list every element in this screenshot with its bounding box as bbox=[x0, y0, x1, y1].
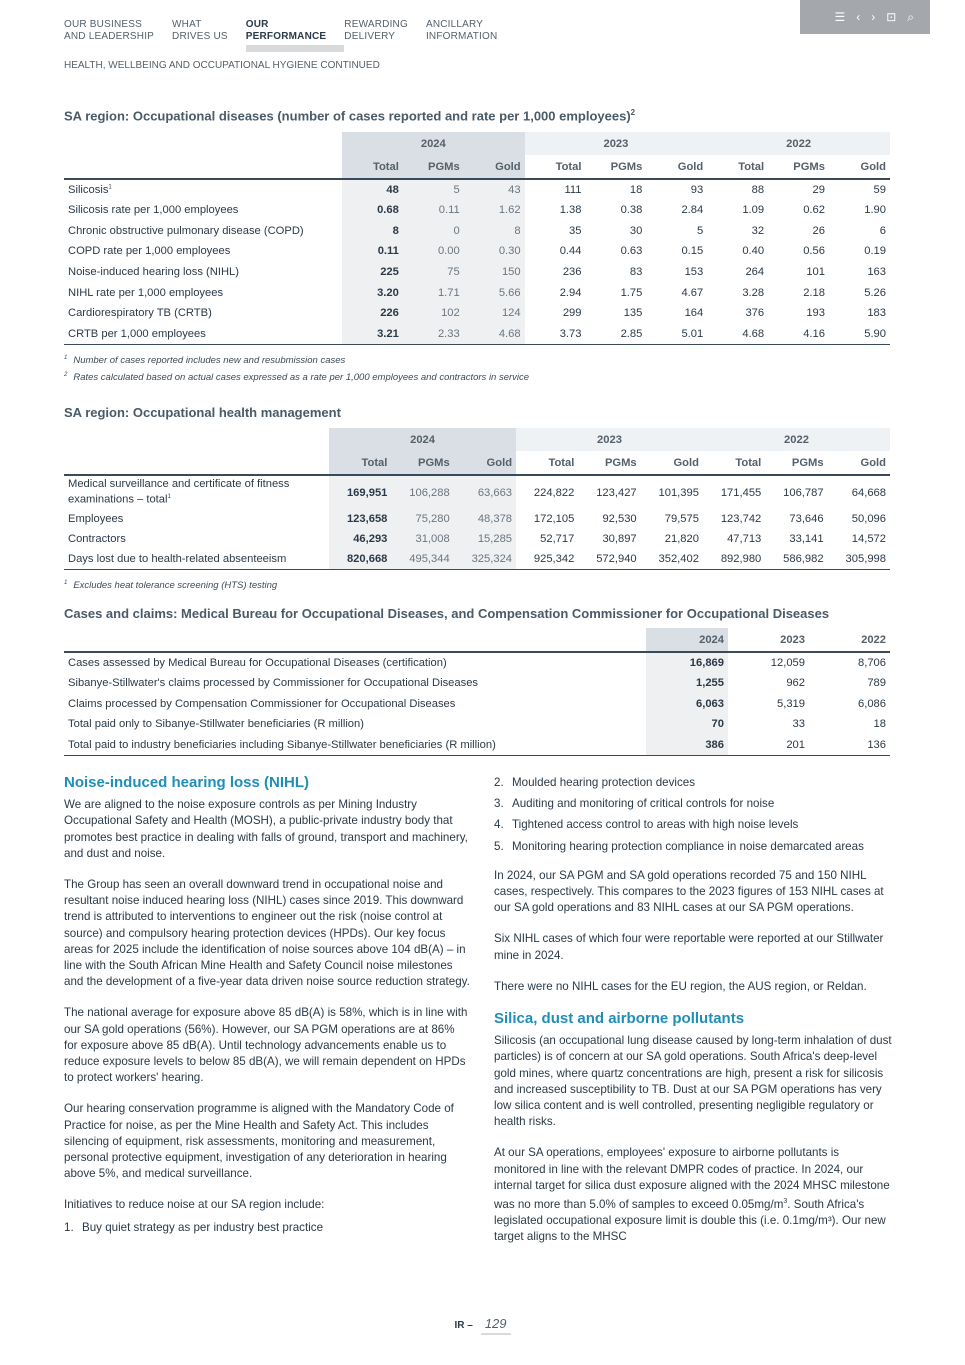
column-header: Gold bbox=[464, 155, 525, 179]
table-cell: 201 bbox=[728, 735, 809, 756]
table-cell: 892,980 bbox=[703, 549, 765, 569]
health-management-table bbox=[64, 428, 890, 570]
year-2022: 2022 bbox=[703, 428, 890, 451]
table-row bbox=[64, 241, 890, 262]
table-cell: 35 bbox=[569, 224, 582, 237]
year-2022: 2022 bbox=[809, 628, 890, 652]
row-label: Sibanye-Stillwater's claims processed by Commissioner for Occupational Diseases bbox=[68, 677, 479, 690]
next-page-icon[interactable]: › bbox=[871, 10, 876, 24]
table-cell: 0.11 bbox=[403, 200, 464, 221]
table-cell: 376 bbox=[745, 307, 765, 320]
table-cell: 88 bbox=[751, 183, 765, 196]
row-label: Cardiorespiratory TB (CRTB) bbox=[68, 307, 212, 320]
list-item: 4. Tightened access control to areas with high noise levels bbox=[494, 818, 799, 832]
row-label: Cases assessed by Medical Bureau for Occupational Diseases (certification) bbox=[68, 656, 447, 669]
table-cell: 75,280 bbox=[391, 509, 453, 529]
table-cell: 386 bbox=[646, 735, 728, 756]
table-row bbox=[64, 262, 890, 283]
table-cell: 4.16 bbox=[768, 324, 829, 345]
table-row bbox=[64, 324, 890, 345]
nav-our-business[interactable]: OUR BUSINESS AND LEADERSHIP bbox=[64, 19, 155, 42]
table-cell: 0.63 bbox=[620, 245, 643, 258]
table-cell: 0.11 bbox=[342, 241, 403, 262]
column-header: Total bbox=[703, 451, 765, 475]
row-label: NIHL rate per 1,000 employees bbox=[68, 286, 224, 299]
section-subtitle: HEALTH, WELLBEING AND OCCUPATIONAL HYGIENE CONTINUED bbox=[64, 60, 380, 71]
table-cell: 5.26 bbox=[864, 286, 886, 299]
table-cell: 5,319 bbox=[777, 697, 805, 710]
table-cell: 26 bbox=[812, 224, 825, 237]
nav-rewarding-delivery[interactable]: REWARDING DELIVERY bbox=[344, 19, 408, 42]
table-cell: 93 bbox=[690, 183, 704, 196]
table-cell: 102 bbox=[403, 303, 464, 324]
table-cell: 163 bbox=[867, 266, 886, 279]
row-label: Chronic obstructive pulmonary disease (COPD) bbox=[68, 224, 304, 237]
table-cell: 8 bbox=[342, 220, 403, 241]
table-cell: 962 bbox=[786, 677, 805, 690]
table-cell: 150 bbox=[464, 262, 525, 283]
table-cell: 3.28 bbox=[742, 286, 765, 299]
table-cell: 101,395 bbox=[658, 486, 699, 499]
table-row bbox=[64, 509, 890, 529]
row-label: Noise-induced hearing loss (NIHL) bbox=[68, 266, 239, 279]
table-row bbox=[64, 282, 890, 303]
table2-title: SA region: Occupational health management bbox=[64, 405, 341, 420]
table-cell: 2.33 bbox=[403, 324, 464, 345]
table-cell: 225 bbox=[342, 262, 403, 283]
year-2024: 2024 bbox=[342, 132, 525, 155]
row-label: Total paid only to Sibanye-Stillwater beneficiaries (R million) bbox=[68, 718, 364, 731]
table-cell: 3.21 bbox=[342, 324, 403, 345]
column-header: PGMs bbox=[585, 155, 646, 179]
table-cell: 16,869 bbox=[646, 652, 728, 673]
table-cell: 1.62 bbox=[464, 200, 525, 221]
menu-icon[interactable]: ☰ bbox=[834, 10, 846, 24]
table-row bbox=[64, 693, 890, 714]
top-navigation bbox=[64, 19, 515, 43]
table1-footnote-1: $^1$ Number of cases reported includes new and resubmission cases bbox=[64, 355, 346, 367]
table-cell: 14,572 bbox=[851, 533, 886, 545]
table-cell: 1.90 bbox=[864, 204, 886, 217]
table-cell: 169,951 bbox=[329, 475, 391, 509]
paragraph: There were no NIHL cases for the EU region, the AUS region, or Reldan. bbox=[494, 979, 867, 993]
table-cell: 1.09 bbox=[742, 204, 765, 217]
table-row bbox=[64, 529, 890, 549]
list-item: 2. Moulded hearing protection devices bbox=[494, 776, 696, 789]
table-cell: 5.90 bbox=[829, 324, 890, 345]
table-cell: 193 bbox=[806, 307, 825, 320]
row-label: Silicosis rate per 1,000 employees bbox=[68, 204, 239, 217]
table-row bbox=[64, 549, 890, 569]
paragraph: Silicosis (an occupational lung disease caused by long-term inhalation of dust particles) is of concern at our SA gold operations. South Africa's deep-level gold mines, where quartz concentrations are high, present a risk for silicosis and increased susceptibility to TB. Dust at our SA PGM operations has very low silica content and is well controlled, presenting negligible regulatory or health risks. bbox=[494, 1034, 892, 1129]
paragraph: Our hearing conservation programme is aligned with the Mandatory Code of Practice for noise, as per the Mine Health and Safety Act. This includes silencing of equipment, risk assessments, monitoring and measurement, personal protective equipment, investigation of any deterioration in hearing above 5%, and medical surveillance. bbox=[64, 1102, 454, 1181]
table-cell: 0.30 bbox=[464, 241, 525, 262]
nav-our-performance[interactable]: OUR PERFORMANCE bbox=[245, 19, 327, 42]
table-cell: 30,897 bbox=[602, 533, 637, 545]
table-row bbox=[64, 200, 890, 221]
table-cell: 73,646 bbox=[789, 513, 824, 525]
table-cell: 135 bbox=[623, 307, 643, 320]
table-cell: 21,820 bbox=[664, 533, 699, 545]
table-cell: 0.62 bbox=[803, 204, 825, 217]
table-cell: 2.94 bbox=[559, 286, 582, 299]
table-cell: 3.20 bbox=[342, 282, 403, 303]
table-cell: 48 bbox=[342, 179, 403, 200]
column-header: PGMs bbox=[578, 451, 640, 475]
table-cell: 5 bbox=[697, 224, 704, 237]
column-header: Total bbox=[342, 155, 403, 179]
footer-label: IR – bbox=[454, 1320, 473, 1331]
list-item: 1. Buy quiet strategy as per industry best practice bbox=[64, 1220, 324, 1234]
table-cell: 101 bbox=[806, 266, 825, 279]
table-cell: 0.68 bbox=[342, 200, 403, 221]
row-label: Medical surveillance and certificate of fitness examinations – total$^1$ bbox=[68, 478, 290, 506]
table-cell: 0 bbox=[403, 220, 464, 241]
prev-page-icon[interactable]: ‹ bbox=[856, 10, 861, 24]
row-label: COPD rate per 1,000 employees bbox=[68, 245, 231, 258]
table-cell: 0.38 bbox=[620, 204, 643, 217]
table-row bbox=[64, 673, 890, 694]
table-cell: 0.40 bbox=[742, 245, 765, 258]
table-cell: 8 bbox=[464, 220, 525, 241]
row-label: Contractors bbox=[68, 533, 126, 545]
table-cell: 224,822 bbox=[533, 486, 575, 499]
toolbar bbox=[800, 0, 930, 34]
year-2023: 2023 bbox=[516, 428, 703, 451]
table1-title: SA region: Occupational diseases (number of cases reported and rate per 1,000 employees)$^2$ bbox=[64, 108, 636, 124]
table-cell: 2.18 bbox=[803, 286, 825, 299]
paragraph: The national average for exposure above 85 dB(A) is 58%, which is in line with our SA gold operations (56%). However, our SA PGM operations are at 86% for exposure above 85 dB(A). Until technology advancements enable us to reduce exposure levels to below 85 dB(A), we will remain dependent on HPDs to protect workers' hearing. bbox=[64, 1006, 468, 1085]
table-cell: 31,008 bbox=[391, 529, 453, 549]
paragraph: Initiatives to reduce noise at our SA region include: bbox=[64, 1198, 325, 1212]
occupational-diseases-table bbox=[64, 132, 890, 345]
column-header: Total bbox=[707, 155, 768, 179]
table-cell: 6 bbox=[879, 224, 886, 237]
table-cell: 299 bbox=[562, 307, 582, 320]
table-cell: 30 bbox=[629, 224, 643, 237]
page-number: 129 bbox=[481, 1316, 511, 1335]
table-cell: 33 bbox=[792, 718, 805, 731]
table-cell: 123,742 bbox=[720, 513, 762, 525]
table-cell: 15,285 bbox=[454, 529, 516, 549]
page-footer bbox=[0, 1316, 965, 1331]
table-cell: 47,713 bbox=[727, 533, 762, 545]
row-label: CRTB per 1,000 employees bbox=[64, 324, 342, 345]
table-cell: 3.73 bbox=[525, 324, 586, 345]
column-header: Total bbox=[516, 451, 578, 475]
table-cell: 83 bbox=[629, 266, 643, 279]
table-cell: 6,086 bbox=[858, 697, 886, 710]
paragraph: The Group has seen an overall downward trend in occupational noise and resultant noise induced hearing loss (NIHL) cases since 2019. This downward trend is attributed to interventions to engineer out the risk (noise control at source) and compulsory hearing protection devices (HPDs). Our key focus areas for 2025 include the identification of noise sources above 104 dB(A) – in line with the South African Mine Health and Safety Council noise milestones and the development of a five-year data driven noise source reduction strategy. bbox=[64, 878, 470, 989]
table-cell: 8,706 bbox=[858, 656, 886, 669]
table-cell: 820,668 bbox=[329, 549, 391, 569]
table-cell: 172,105 bbox=[533, 513, 575, 525]
table-cell: 1.75 bbox=[620, 286, 643, 299]
table-cell: 2.85 bbox=[585, 324, 646, 345]
table-cell: 43 bbox=[464, 179, 525, 200]
column-header: Gold bbox=[454, 451, 516, 475]
table-cell: 123,427 bbox=[596, 486, 637, 499]
table-cell: 52,717 bbox=[540, 533, 575, 545]
table-cell: 5 bbox=[403, 179, 464, 200]
table3-title: Cases and claims: Medical Bureau for Occupational Diseases, and Compensation Commissioner for Occupational Diseases bbox=[64, 606, 830, 621]
table-cell: 106,288 bbox=[391, 475, 453, 509]
table-cell: 5.66 bbox=[464, 282, 525, 303]
table-cell: 63,663 bbox=[454, 475, 516, 509]
year-2023: 2023 bbox=[525, 132, 708, 155]
row-label: Days lost due to health-related absenteeism bbox=[64, 549, 329, 569]
table-row bbox=[64, 179, 890, 200]
nav-what-drives-us[interactable]: WHAT DRIVES US bbox=[172, 19, 228, 42]
column-header: Total bbox=[525, 155, 586, 179]
table-cell: 164 bbox=[684, 307, 704, 320]
table-cell: 0.00 bbox=[403, 241, 464, 262]
column-header: Total bbox=[329, 451, 391, 475]
list-item: 3. Auditing and monitoring of critical controls for noise bbox=[494, 797, 775, 811]
table-cell: 572,940 bbox=[578, 549, 640, 569]
table-row bbox=[64, 475, 890, 509]
table-cell: 75 bbox=[403, 262, 464, 283]
table-cell: 4.67 bbox=[681, 286, 704, 299]
table-cell: 124 bbox=[464, 303, 525, 324]
year-2022: 2022 bbox=[707, 132, 890, 155]
year-2023: 2023 bbox=[728, 628, 809, 652]
list-item: 5. Monitoring hearing protection compliance in noise demarcated areas bbox=[494, 839, 864, 853]
table-cell: 2.84 bbox=[681, 204, 704, 217]
table2-footnote-1: $^1$ Excludes heat tolerance screening (HTS) testing bbox=[64, 580, 278, 592]
table-cell: 48,378 bbox=[454, 509, 516, 529]
table-cell: 0.15 bbox=[681, 245, 704, 258]
table-row bbox=[64, 220, 890, 241]
table-cell: 32 bbox=[751, 224, 765, 237]
paragraph: Six NIHL cases of which four were reportable were reported at our Stillwater mine in 2024. bbox=[494, 932, 884, 962]
row-label: Total paid to industry beneficiaries including Sibanye-Stillwater beneficiaries (R million) bbox=[64, 735, 646, 756]
table-cell: 18 bbox=[873, 718, 886, 731]
table-cell: 305,998 bbox=[828, 549, 890, 569]
nihl-heading: Noise-induced hearing loss (NIHL) bbox=[64, 774, 310, 791]
row-label: Employees bbox=[68, 513, 124, 525]
table-cell: 183 bbox=[867, 307, 886, 320]
table-cell: 4.68 bbox=[707, 324, 768, 345]
table-cell: 6,063 bbox=[646, 693, 728, 714]
table-row bbox=[64, 652, 890, 673]
table-cell: 495,344 bbox=[391, 549, 453, 569]
column-header: PGMs bbox=[403, 155, 464, 179]
table-cell: 136 bbox=[809, 735, 890, 756]
table-cell: 226 bbox=[342, 303, 403, 324]
table-cell: 46,293 bbox=[329, 529, 391, 549]
search-icon[interactable]: ⌕ bbox=[907, 9, 914, 24]
table-cell: 5.01 bbox=[646, 324, 707, 345]
table-cell: 325,324 bbox=[454, 549, 516, 569]
row-label: Claims processed by Compensation Commissioner for Occupational Diseases bbox=[68, 697, 456, 710]
table-cell: 925,342 bbox=[516, 549, 578, 569]
column-header: Gold bbox=[828, 451, 890, 475]
table-cell: 79,575 bbox=[664, 513, 699, 525]
table1-footnote-2: $^2$ Rates calculated based on actual cases expressed as a rate per 1,000 employees and contractors in service bbox=[64, 372, 530, 384]
right-column bbox=[494, 775, 892, 1261]
table-cell: 29 bbox=[812, 183, 825, 196]
left-column bbox=[64, 775, 470, 1241]
table-cell: 70 bbox=[646, 714, 728, 735]
table-cell: 106,787 bbox=[783, 486, 824, 499]
table-cell: 0.19 bbox=[864, 245, 886, 258]
table-cell: 236 bbox=[562, 266, 582, 279]
table-cell: 50,096 bbox=[851, 513, 886, 525]
cases-claims-table bbox=[64, 628, 890, 756]
year-2024: 2024 bbox=[646, 628, 728, 652]
table-cell: 1,255 bbox=[646, 673, 728, 694]
nav-ancillary-information[interactable]: ANCILLARY INFORMATION bbox=[425, 19, 498, 42]
column-header: PGMs bbox=[391, 451, 453, 475]
column-header: PGMs bbox=[768, 155, 829, 179]
table-row bbox=[64, 714, 890, 735]
table-cell: 789 bbox=[867, 677, 886, 690]
table-row bbox=[64, 735, 890, 756]
home-icon[interactable]: ⊡ bbox=[886, 10, 897, 24]
table-row bbox=[64, 303, 890, 324]
table-cell: 12,059 bbox=[770, 656, 805, 669]
table-cell: 4.68 bbox=[464, 324, 525, 345]
column-header: Gold bbox=[829, 155, 890, 179]
table-cell: 92,530 bbox=[602, 513, 637, 525]
table-cell: 0.44 bbox=[559, 245, 582, 258]
paragraph: In 2024, our SA PGM and SA gold operations recorded 75 and 150 NIHL cases, respectively. This compares to the 2023 figures of 153 NIHL cases at our SA gold operations and 83 NIHL cases at our SA PGM operations. bbox=[494, 868, 884, 915]
silica-heading: Silica, dust and airborne pollutants bbox=[494, 1010, 745, 1028]
year-2024: 2024 bbox=[329, 428, 516, 451]
table-cell: 171,455 bbox=[720, 486, 762, 499]
table-cell: 59 bbox=[873, 183, 886, 196]
paragraph: At our SA operations, employees' exposure to airborne pollutants is monitored in line with the relevant DMPR codes of practice. In 2024, our internal target for silica dust exposure aligned with the 2024 MHSC milestone was no more than 5.0% of samples to exceed $0.05mg/m^3$. South Africa's legislated occupational exposure limit is double this (i.e. 0.1mg/m³). Our new target aligns to the MHSC bbox=[494, 1146, 890, 1244]
table-cell: 586,982 bbox=[765, 549, 827, 569]
column-header: PGMs bbox=[765, 451, 827, 475]
table-cell: 153 bbox=[684, 266, 704, 279]
table-cell: 352,402 bbox=[641, 549, 703, 569]
column-header: Gold bbox=[646, 155, 707, 179]
paragraph: We are aligned to the noise exposure controls as per Mining Industry Occupational Safety and Health (MOSH), a public-private industry body that promotes best practice in dealing with falls of ground, transport and machinery, and dust and noise. bbox=[64, 798, 468, 860]
table-cell: 64,668 bbox=[851, 486, 886, 499]
table-cell: 1.71 bbox=[403, 282, 464, 303]
table-cell: 123,658 bbox=[329, 509, 391, 529]
column-header: Gold bbox=[641, 451, 703, 475]
row-label: Silicosis$^1$ bbox=[68, 183, 112, 196]
table-cell: 264 bbox=[745, 266, 765, 279]
table-cell: 18 bbox=[629, 183, 643, 196]
table-cell: 33,141 bbox=[789, 533, 824, 545]
table-cell: 1.38 bbox=[559, 204, 582, 217]
table-cell: 0.56 bbox=[803, 245, 825, 258]
table-cell: 111 bbox=[564, 183, 582, 196]
